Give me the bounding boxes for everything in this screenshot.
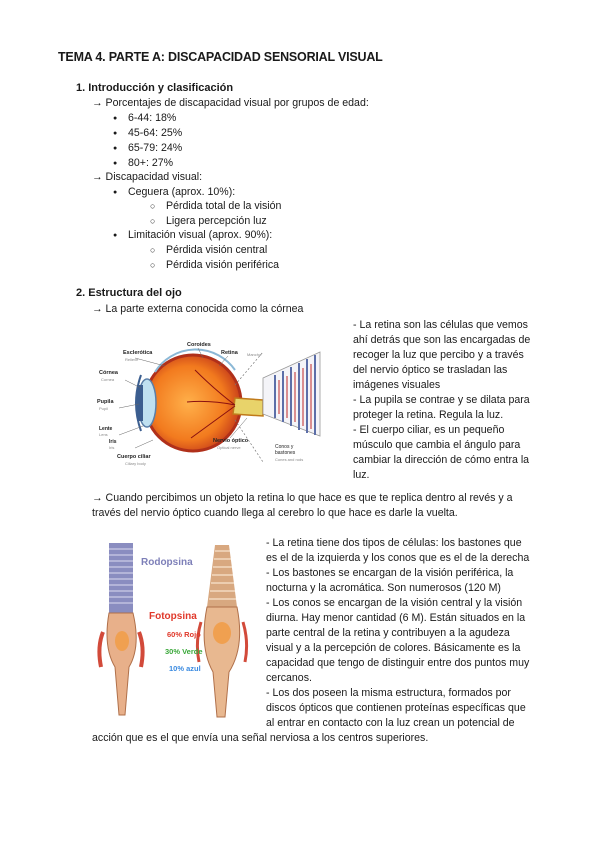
cells-line: discos ópticos que contienen proteínas específicas que xyxy=(266,702,526,714)
retina-line: - La pupila se contrae y se dilata para xyxy=(353,394,530,406)
retina-line: ahí detrás que son las encargadas de xyxy=(353,334,531,346)
retina-line: luz. xyxy=(353,469,370,481)
percibimos-paragraph xyxy=(92,491,512,521)
cells-last-line: acción que es el que envía una señal nerviosa a los centros superiores. xyxy=(92,732,429,744)
label-cornea-sub: Cornea xyxy=(101,377,115,382)
label-azul: 10% azul xyxy=(169,664,201,673)
retina-line: - El cuerpo ciliar, es un pequeño xyxy=(353,424,505,436)
document-title: TEMA 4. PARTE A: DISCAPACIDAD SENSORIAL VISUAL xyxy=(58,50,383,64)
cells-line: cercanos. xyxy=(266,672,312,684)
retina-paragraph xyxy=(353,318,530,483)
label-coroides: Coroides xyxy=(187,342,211,348)
retina-line: del nervio óptico se trasladan las xyxy=(353,364,508,376)
age-intro: → Porcentajes de discapacidad visual por grupos de edad: xyxy=(92,97,369,109)
age-item: ● 6-44: 18% xyxy=(128,111,176,126)
age-item: ● 65-79: 24% xyxy=(128,141,182,156)
retina-line: proteger la retina. Regula la luz. xyxy=(353,409,504,421)
limitacion-subitem: ○ Pérdida visión central xyxy=(166,243,267,258)
label-pupila-sub: Pupil xyxy=(99,406,108,411)
optic-nerve-shape xyxy=(233,398,263,416)
label-retina: Retina xyxy=(221,350,238,356)
label-lente: Lente xyxy=(99,426,113,432)
cells-line: diurna. Hay menor cantidad (6 M). Están situados en la xyxy=(266,612,526,624)
cells-line: al entrar en contacto con la luz crean un potencial de xyxy=(266,717,515,729)
limitacion-item: ● Limitación visual (aprox. 90%): xyxy=(128,228,272,243)
label-nervio: Nervio óptico xyxy=(213,438,249,444)
eye-diagram xyxy=(95,330,350,472)
cells-line: parte central de la retina y contribuyen a la agudeza xyxy=(266,627,510,639)
label-cornea: Córnea xyxy=(99,370,118,376)
label-lente-sub: Lens xyxy=(99,432,108,437)
cells-line: visual y a la percepción de colores. Básicamente es la xyxy=(266,642,521,654)
label-iris: Iris xyxy=(109,439,117,445)
label-fotopsina: Fotopsina xyxy=(149,611,197,622)
retina-line: recoger la luz que percibo y a través xyxy=(353,349,524,361)
retina-line: - La retina son las células que vemos xyxy=(353,319,528,331)
cells-line: - Los bastones se encargan de la visión periférica, la xyxy=(266,567,514,579)
percibimos-line: través del nervio óptico cuando llega al cerebro lo que hace es darle la vuelta. xyxy=(92,507,458,519)
cells-line: es el de la izquierda y los conos que es el de la derecha xyxy=(266,552,530,564)
rod-cell xyxy=(99,543,142,715)
ceguera-subitem: ○ Ligera percepción luz xyxy=(166,214,267,229)
label-rodopsina: Rodopsina xyxy=(141,557,193,568)
label-pupila: Pupila xyxy=(97,399,114,405)
cells-line: nocturna y la acromática. Son numerosos (120 M) xyxy=(266,582,501,594)
label-esclerotica: Esclerótica xyxy=(123,350,153,356)
cells-line: capacidad que tengo de distinguir entre dos puntos muy xyxy=(266,657,530,669)
cells-line: - Los dos poseen la misma estructura, formados por xyxy=(266,687,511,699)
label-esclerotica-sub: Relieve xyxy=(125,357,139,362)
section-1-heading: 1. Introducción y clasificación xyxy=(76,82,234,94)
label-mancha: Mancha xyxy=(247,352,262,357)
cells-paragraph xyxy=(266,536,529,731)
retina-line: cambiar la dirección de cómo entra la xyxy=(353,454,530,466)
label-cuerpo-ciliar-sub: Ciliary body xyxy=(125,461,146,466)
photoreceptor-figure xyxy=(95,537,260,720)
label-conos-sub: Cones and rods xyxy=(275,457,304,462)
limitacion-subitem: ○ Pérdida visión periférica xyxy=(166,258,279,273)
percibimos-line: → Cuando percibimos un objeto la retina lo que hace es que te replica dentro al revés y a xyxy=(92,492,513,504)
ceguera-subitem: ○ Pérdida total de la visión xyxy=(166,199,281,214)
cone-cell xyxy=(197,545,246,717)
label-rojo: 60% Rojo xyxy=(167,630,201,639)
cells-line: - Los conos se encargan de la visión central y la visión xyxy=(266,597,523,609)
section-2-heading: 2. Estructura del ojo xyxy=(76,287,182,299)
label-verde: 30% Verde xyxy=(165,647,203,656)
disc-label: → Discapacidad visual: xyxy=(92,171,203,183)
cells-line: - La retina tiene dos tipos de células: los bastones que xyxy=(266,537,522,549)
label-iris-sub: Iris xyxy=(109,445,115,450)
label-conos: Conos y xyxy=(275,444,294,450)
ceguera-item: ● Ceguera (aprox. 10%): xyxy=(128,185,235,200)
label-cuerpo-ciliar: Cuerpo ciliar xyxy=(117,454,151,460)
label-nervio-sub: Optical nerve xyxy=(217,445,241,450)
cornea-intro: → La parte externa conocida como la córnea xyxy=(92,303,304,315)
retina-line: imágenes visuales xyxy=(353,379,441,391)
label-bastones: bastones xyxy=(275,450,296,456)
age-item: ● 45-64: 25% xyxy=(128,126,182,141)
retina-line: músculo que cambia el ángulo para xyxy=(353,439,521,451)
age-item: ● 80+: 27% xyxy=(128,156,173,171)
